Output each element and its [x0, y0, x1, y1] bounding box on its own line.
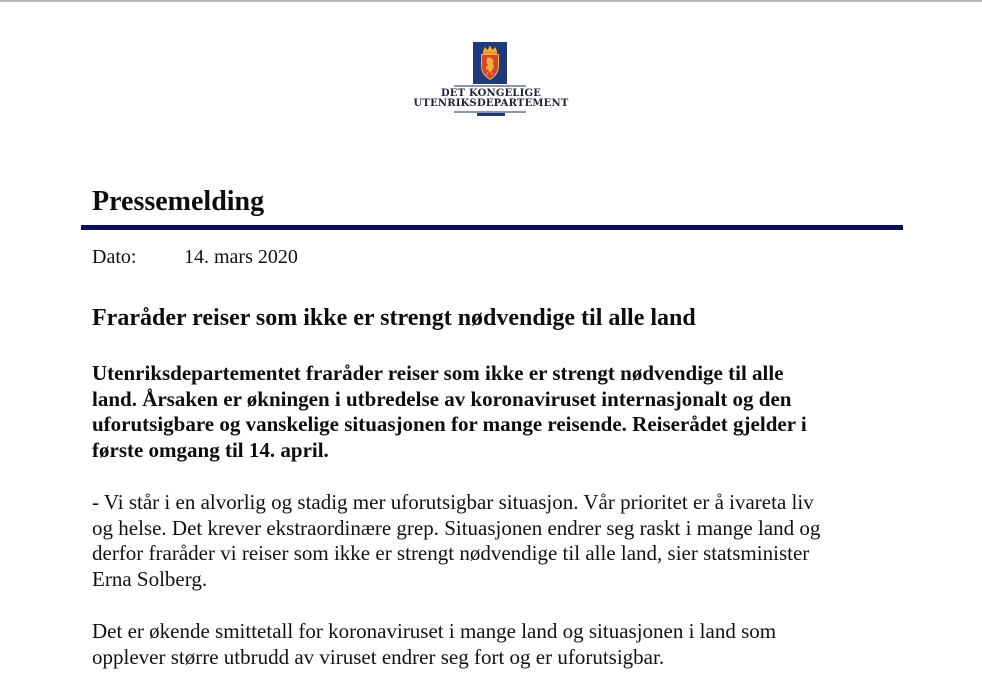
press-release-title: Fraråder reiser som ikke er strengt nødvendige til alle land: [92, 305, 696, 331]
body-line: Det er økende smittetall for koronaviruset i mange land og situasjonen i land som: [92, 619, 777, 643]
header-rule: [81, 225, 903, 230]
document-type-heading: Pressemelding: [92, 186, 265, 217]
date-label: Dato:: [92, 246, 137, 268]
body-line: opplever større utbrudd av viruset endrer seg fort og er uforutsigbar.: [92, 644, 665, 669]
lead-line: land. Årsaken er økningen i utbredelse av koronaviruset internasjonalt og den: [92, 386, 792, 411]
quote-line: derfor fraråder vi reiser som ikke er strengt nødvendige til alle land, sier statsminister: [92, 541, 810, 565]
quote-line: og helse. Det krever ekstraordinære grep. Situasjonen endrer seg raskt i mange land og: [92, 515, 821, 540]
lead-line: første omgang til 14. april.: [92, 437, 329, 462]
quote-line: - Vi står i en alvorlig og stadig mer uforutsigbar situasjon. Vår prioritet er å ivareta liv: [92, 490, 814, 514]
lead-line: Utenriksdepartementet fraråder reiser som ikke er strengt nødvendige til alle: [92, 361, 784, 385]
lead-paragraph: [92, 361, 912, 463]
date-value: 14. mars 2020: [184, 246, 298, 268]
logo-text-line-1: DET KONGELIGE: [440, 88, 542, 99]
quote-line: Erna Solberg.: [92, 566, 208, 591]
body-paragraph: [92, 619, 912, 670]
quote-paragraph: [92, 490, 912, 592]
window-top-edge: [0, 0, 982, 2]
coat-of-arms-icon: [473, 42, 507, 84]
date-row: [92, 246, 298, 269]
ministry-logo: [408, 40, 574, 120]
logo-text-line-2: UTENRIKSDEPARTEMENT: [413, 98, 569, 109]
logo-divider-top: [454, 85, 526, 87]
lead-line: uforutsigbare og vanskelige situasjonen for mange reisende. Reiserådet gjelder i: [92, 412, 807, 436]
logo-accent-bar: [477, 113, 505, 116]
